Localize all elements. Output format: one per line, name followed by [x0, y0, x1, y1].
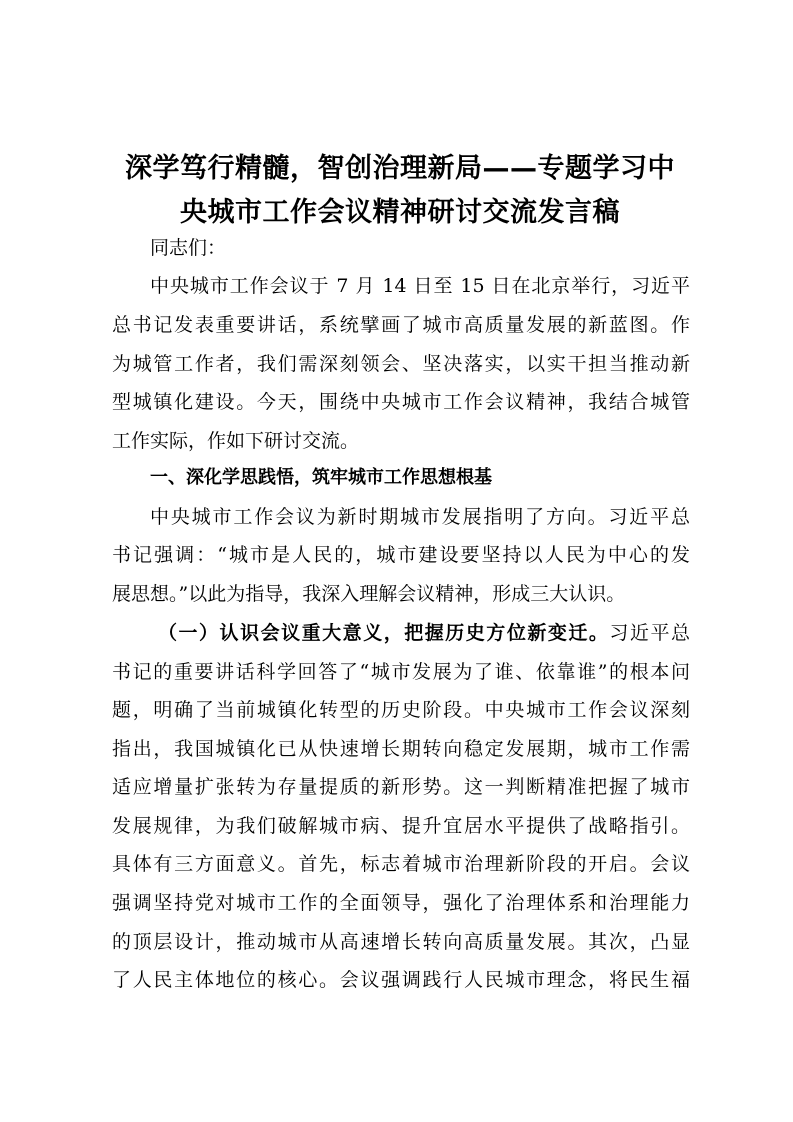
paragraph-line: 适应增量扩张转为存量提质的新形势。这一判断精准把握了城市 — [112, 776, 690, 798]
paragraph-line: 中央城市工作会议为新时期城市发展指明了方向。习近平总 — [150, 506, 690, 528]
section-heading: 一、深化学思践悟，筑牢城市工作思想根基 — [150, 467, 492, 488]
paragraph-line: 型城镇化建设。今天，围绕中央城市工作会议精神，我结合城管 — [112, 391, 690, 413]
paragraph-line: 中央城市工作会议于 7 月 14 日至 15 日在北京举行，习近平 — [150, 275, 690, 297]
paragraph-line: 强调坚持党对城市工作的全面领导，强化了治理体系和治理能力 — [112, 892, 690, 914]
paragraph-line: 发展规律，为我们破解城市病、提升宜居水平提供了战略指引。 — [112, 815, 690, 837]
subsection-heading: （一）认识会议重大意义，把握历史方位新变迁。 — [158, 622, 610, 644]
subsection-first-line — [158, 621, 690, 645]
paragraph-line: 的顶层设计，推动城市从高速增长转向高质量发展。其次，凸显 — [112, 931, 690, 953]
salutation: 同志们： — [150, 237, 227, 259]
paragraph-line: 为城管工作者，我们需深刻领会、坚决落实，以实干担当推动新 — [112, 353, 690, 375]
paragraph-line: 题，明确了当前城镇化转型的历史阶段。中央城市工作会议深刻 — [112, 699, 690, 721]
paragraph-line: 书记的重要讲话科学回答了“城市发展为了谁、依靠谁”的根本问 — [112, 661, 690, 683]
document-title-line-2: 央城市工作会议精神研讨交流发言稿 — [180, 197, 620, 228]
paragraph-line: 了人民主体地位的核心。会议强调践行人民城市理念，将民生福 — [112, 969, 690, 991]
paragraph-line: 指出，我国城镇化已从快速增长期转向稳定发展期，城市工作需 — [112, 738, 690, 760]
paragraph-line: 总书记发表重要讲话，系统擘画了城市高质量发展的新蓝图。作 — [112, 314, 690, 336]
paragraph-line: 工作实际，作如下研讨交流。 — [112, 430, 360, 452]
document-title-line-1: 深学笃行精髓，智创治理新局——专题学习中 — [125, 153, 675, 184]
paragraph-line: 具体有三方面意义。首先，标志着城市治理新阶段的开启。会议 — [112, 853, 690, 875]
subsection-text: 习近平总 — [609, 622, 690, 644]
paragraph-line: 书记强调：“城市是人民的，城市建设要坚持以人民为中心的发 — [112, 544, 690, 566]
paragraph-line: 展思想。”以此为指导，我深入理解会议精神，形成三大认识。 — [112, 583, 626, 605]
